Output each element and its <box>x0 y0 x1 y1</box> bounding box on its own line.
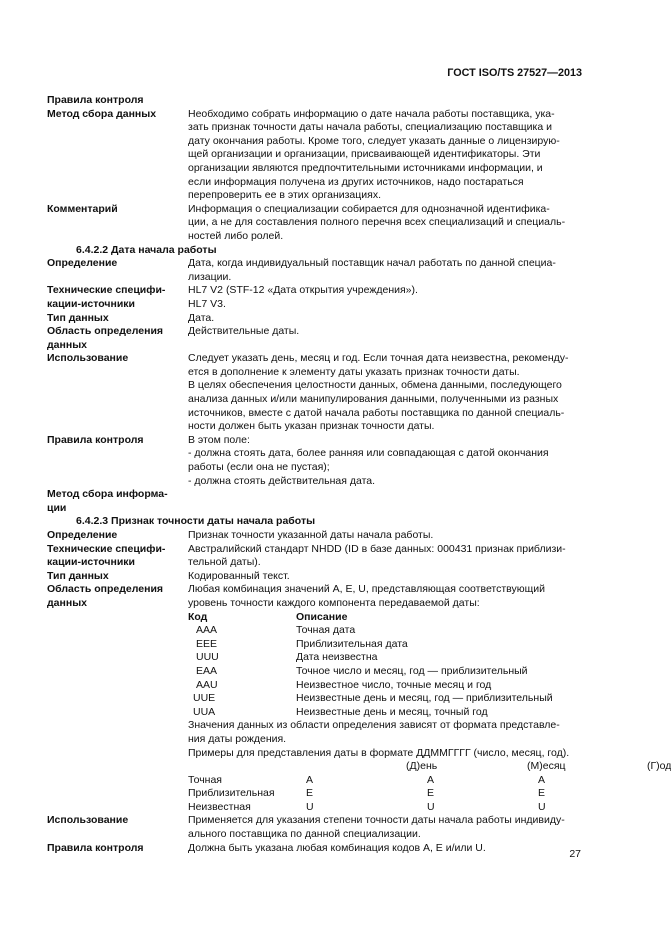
date-table-header: (Д)ень (М)есяц (Г)од <box>406 760 671 773</box>
code-header: Код <box>188 610 208 623</box>
data-type-value: Кодированный текст. <box>188 569 290 582</box>
rules-label: Правила контроля <box>47 841 144 854</box>
code-table-row: AAA Точная дата <box>196 624 356 637</box>
tech-row-6423 <box>47 543 584 570</box>
domain-row-6422 <box>47 325 584 352</box>
comment-label: Комментарий <box>47 202 118 215</box>
code-table-row: UUU Дата неизвестна <box>196 651 378 664</box>
tech-spec-label: Технические специфи- кации-источники <box>47 284 166 310</box>
comment-row <box>47 203 584 244</box>
domain-value: Действительные даты. <box>188 325 300 338</box>
rules-label: Правила контроля <box>47 433 144 446</box>
data-type-value: Дата. <box>188 311 215 324</box>
usage-row-6422 <box>47 352 584 434</box>
domain-label: Область определения данных <box>47 325 164 351</box>
domain-row-6423 <box>47 583 584 760</box>
comment-text: Информация о специализации собирается для однозначной идентифика- ции, а не для составления полного перечня всех специализаций и специаль- ностей либо ролей. <box>188 202 566 242</box>
tech-spec-text: HL7 V2 (STF-12 «Дата открытия учреждения»). HL7 V3. <box>188 284 418 310</box>
code-table-row: EEE Приблизительная дата <box>196 637 408 650</box>
description-header: Описание <box>296 610 348 623</box>
tech-spec-label: Технические специфи- кации-источники <box>47 542 166 569</box>
definition-label: Определение <box>47 529 118 541</box>
type-row-6423 <box>47 570 584 584</box>
date-table-row: Точная A A A <box>188 773 546 786</box>
definition-text: Признак точности указанной даты начала работы. <box>188 529 434 541</box>
usage-label: Использование <box>47 814 129 827</box>
domain-label: Область определения данных <box>47 583 164 609</box>
date-table-row: Неизвестная U U U <box>188 800 546 813</box>
method-label: Метод сбора информа- ции <box>47 488 168 514</box>
def-row-6423 <box>47 529 584 543</box>
rules-row-6423 <box>47 842 584 856</box>
method-text: Необходимо собрать информацию о дате начала работы поставщика, ука- зать признак точности даты начала работы, специализацию поставщика и дату окончания работы. Кроме того, следует указать данные о лицензирую- щей организации и организации, присваивающей идентификаторы. Эти организации являются предпочтительными источниками информации, и если информация получена из других источников, надо постараться перепроверить ее в этих организациях. <box>188 107 560 202</box>
page-content <box>47 94 671 855</box>
date-example-block <box>47 760 671 814</box>
tech-spec-text: Австралийский стандарт NHDD (ID в базе данных: 000431 признак приблизи- тельной даты). <box>188 542 566 569</box>
code-table-row: UUE Неизвестные день и месяц, год — приблизительный <box>193 692 553 705</box>
rules-row-1 <box>47 94 584 108</box>
definition-label: Определение <box>47 257 118 270</box>
usage-text: Применяется для указания степени точности даты начала работы индивиду- ального поставщика по данной специализации. <box>188 814 565 841</box>
definition-text: Дата, когда индивидуальный поставщик начал работать по данной специа- лизации. <box>188 257 556 283</box>
document-header: ГОСТ ISO/TS 27527—2013 <box>447 67 582 79</box>
usage-text: Следует указать день, месяц и год. Если точная дата неизвестна, рекоменду- ется в дополнение к элементу даты указать признак точности даты. В целях обеспечения целостности данных, обмена данными, последующего анализа данных и/или манипулирования данными, полученными из разных источников, вместе с датой начала работы поставщика по данной специаль- ности должен быть указан признак точности даты. <box>188 352 569 433</box>
section-title-6423: 6.4.2.3 Признак точности даты начала работы <box>76 515 316 528</box>
rules-text: В этом поле: - должна стоять дата, более ранняя или совпадающая с датой окончания работы (если она не пустая); - должна стоять действительная дата. <box>188 433 549 487</box>
code-table-row: UUA Неизвестные день и месяц, точный год <box>193 705 488 718</box>
code-table-row: AAU Неизвестное число, точные месяц и год <box>196 678 492 691</box>
rules-row-6422 <box>47 434 584 488</box>
data-type-label: Тип данных <box>47 569 109 582</box>
method-label: Метод сбора данных <box>47 107 157 120</box>
date-example-table <box>188 760 671 814</box>
usage-row-6423 <box>47 814 584 841</box>
usage-label: Использование <box>47 352 129 365</box>
data-type-label: Тип данных <box>47 311 109 324</box>
type-row-6422 <box>47 312 584 326</box>
method-row-6422 <box>47 488 584 515</box>
rules-text: Должна быть указана любая комбинация кодов A, E и/или U. <box>188 841 486 854</box>
def-row-6422 <box>47 257 584 284</box>
rules-label: Правила контроля <box>47 94 144 106</box>
date-table-row: Приблизительная E E E <box>188 787 546 800</box>
domain-text: Любая комбинация значений А, Е, U, представляющая соответствующий уровень точности каждого компонента передаваемой даты: Код Описание AAA Точная дата EEE Приблизительная дата UUU Дата неизвестна EAA Точное число и месяц, год — приблизительный AAU Неизвестное число, точные месяц и год UUE Неизвестные день и месяц, год — приблизительный UUA Неизвестные день и месяц, точный год Значения данных из области определения зависят от формата представле- ния даты рождения. Примеры для представления даты в формате ДДММГГГГ (число, месяц, год). <box>188 583 584 760</box>
method-row-1 <box>47 108 584 203</box>
page-number: 27 <box>569 848 581 860</box>
tech-row-6422 <box>47 284 584 311</box>
section-title-6422: 6.4.2.2 Дата начала работы <box>76 243 217 256</box>
code-table-row: EAA Точное число и месяц, год — приблизительный <box>196 664 528 677</box>
code-table-header <box>188 611 584 625</box>
